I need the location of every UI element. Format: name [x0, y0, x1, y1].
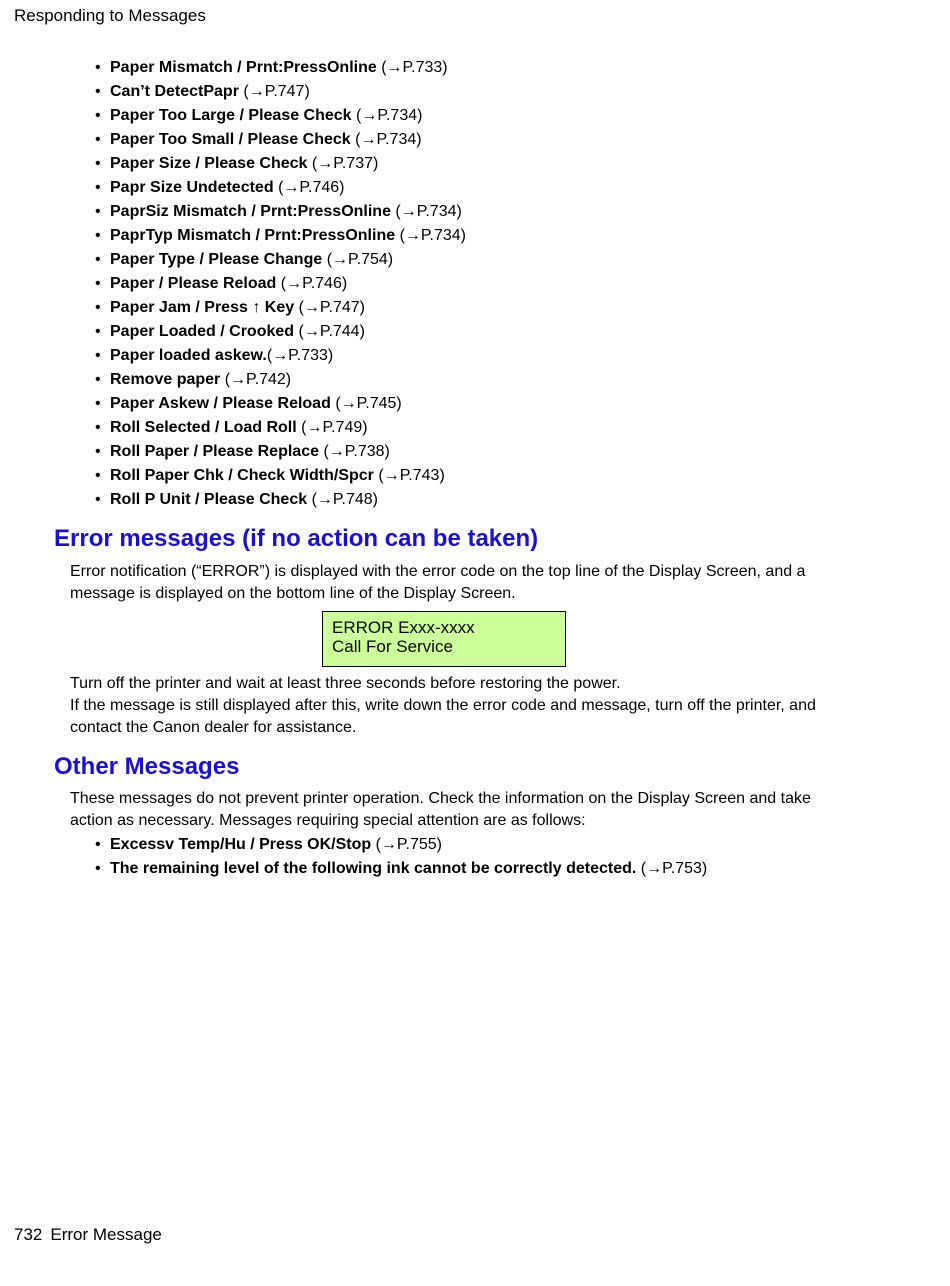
message-list — [95, 56, 466, 512]
page-reference[interactable]: (→P.737) — [311, 155, 379, 172]
page-reference[interactable]: (→P.738) — [323, 443, 390, 460]
display-screen-example — [322, 611, 566, 667]
list-item — [95, 416, 466, 440]
page-number: 732 — [14, 1225, 43, 1244]
message-name: Paper Too Small / Please Check — [110, 131, 351, 148]
page-reference[interactable]: (→P.742) — [224, 371, 292, 388]
list-item — [95, 440, 466, 464]
list-item — [95, 128, 466, 152]
page-reference[interactable]: (→P.747) — [298, 299, 365, 316]
list-item — [95, 464, 466, 488]
message-name: Remove paper — [110, 371, 221, 388]
message-name: Excessv Temp/Hu / Press OK/Stop — [110, 836, 372, 853]
list-item — [95, 344, 466, 368]
list-item — [95, 488, 466, 512]
page-reference[interactable]: (→P.747) — [243, 83, 310, 100]
list-item — [95, 104, 466, 128]
list-item — [95, 320, 466, 344]
message-name: Paper Jam / Press ↑ Key — [110, 299, 295, 316]
list-item — [95, 56, 466, 80]
display-top-line: ERROR Exxx-xxxx — [332, 618, 475, 637]
power-restore-instruction: Turn off the printer and wait at least three seconds before restoring the power. — [70, 675, 621, 692]
page-footer — [14, 1225, 162, 1245]
page-reference[interactable]: (→P.753) — [640, 860, 708, 877]
other-messages-heading: Other Messages — [54, 753, 240, 780]
list-item — [95, 857, 707, 881]
list-item — [95, 368, 466, 392]
display-bottom-line: Call For Service — [332, 637, 453, 656]
message-name: Roll Selected / Load Roll — [110, 419, 297, 436]
page-reference[interactable]: (→P.743) — [378, 467, 445, 484]
other-messages-intro: These messages do not prevent printer operation. Check the information on the Display Screen and take action as necessary. Messages requiring special attention are as follows: — [70, 790, 811, 829]
message-name: Roll P Unit / Please Check — [110, 491, 308, 508]
message-name: Paper / Please Reload — [110, 275, 277, 292]
message-name: Papr Size Undetected — [110, 179, 274, 196]
page-reference[interactable]: (→P.734) — [355, 131, 422, 148]
message-name: PaprSiz Mismatch / Prnt:PressOnline — [110, 203, 391, 220]
message-name: Paper Mismatch / Prnt:PressOnline — [110, 59, 377, 76]
message-name: Paper Too Large / Please Check — [110, 107, 352, 124]
list-item — [95, 833, 707, 857]
message-name: Paper Size / Please Check — [110, 155, 308, 172]
list-item — [95, 392, 466, 416]
message-name: Roll Paper Chk / Check Width/Spcr — [110, 467, 374, 484]
message-name: Paper loaded askew. — [110, 347, 267, 364]
page-reference[interactable]: (→P.734) — [395, 203, 462, 220]
message-name: The remaining level of the following ink cannot be correctly detected. — [110, 860, 637, 877]
message-name: Paper Type / Please Change — [110, 251, 323, 268]
other-message-list — [95, 833, 707, 881]
page-reference[interactable]: (→P.734) — [356, 107, 423, 124]
page-reference[interactable]: (→P.748) — [311, 491, 378, 508]
page-reference[interactable]: (→P.754) — [326, 251, 394, 268]
error-section-heading: Error messages (if no action can be taken) — [54, 525, 539, 552]
message-name: Can’t DetectPapr — [110, 83, 239, 100]
page-reference[interactable]: (→P.733) — [381, 59, 448, 76]
list-item — [95, 272, 466, 296]
list-item — [95, 224, 466, 248]
error-intro-paragraph: Error notification (“ERROR”) is displayed with the error code on the top line of the Display Screen, and a message is displayed on the bottom line of the Display Screen. — [70, 563, 806, 602]
list-item — [95, 176, 466, 200]
running-header: Responding to Messages — [14, 6, 206, 25]
list-item — [95, 200, 466, 224]
page-reference[interactable]: (→P.733) — [266, 347, 334, 364]
page-reference[interactable]: (→P.749) — [301, 419, 368, 436]
footer-section-title: Error Message — [50, 1225, 162, 1244]
list-item — [95, 248, 466, 272]
page-reference[interactable]: (→P.755) — [375, 836, 442, 853]
page-reference[interactable]: (→P.746) — [278, 179, 345, 196]
page-reference[interactable]: (→P.745) — [335, 395, 402, 412]
list-item — [95, 80, 466, 104]
page-reference[interactable]: (→P.734) — [399, 227, 466, 244]
message-name: PaprTyp Mismatch / Prnt:PressOnline — [110, 227, 396, 244]
dealer-contact-instruction: If the message is still displayed after this, write down the error code and message, turn off the printer, and contact the Canon dealer for assistance. — [70, 697, 816, 736]
list-item — [95, 152, 466, 176]
page-reference[interactable]: (→P.744) — [298, 323, 365, 340]
message-name: Paper Loaded / Crooked — [110, 323, 295, 340]
message-name: Roll Paper / Please Replace — [110, 443, 319, 460]
list-item — [95, 296, 466, 320]
message-name: Paper Askew / Please Reload — [110, 395, 331, 412]
page-reference[interactable]: (→P.746) — [280, 275, 348, 292]
